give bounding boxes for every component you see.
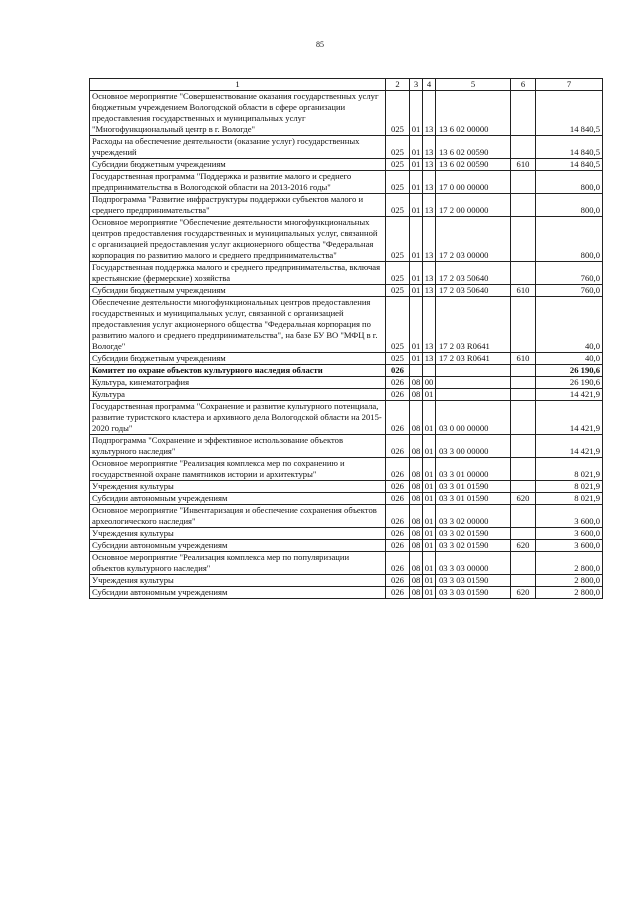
table-row [90, 217, 603, 262]
row-sum: 26 190,6 [536, 365, 603, 377]
row-name: Субсидии автономным учреждениям [90, 493, 386, 505]
row-subsection-code: 01 [423, 505, 436, 528]
table-row [90, 285, 603, 297]
header-cell-7: 7 [536, 79, 603, 91]
header-cell-6: 6 [511, 79, 536, 91]
table-row [90, 481, 603, 493]
row-sum: 14 840,5 [536, 136, 603, 159]
row-name: Субсидии автономным учреждениям [90, 540, 386, 552]
row-ved-code: 026 [386, 401, 410, 435]
row-sum: 800,0 [536, 194, 603, 217]
row-target-code: 17 2 03 R0641 [436, 353, 511, 365]
table-row [90, 194, 603, 217]
row-sum: 2 800,0 [536, 575, 603, 587]
row-sum: 2 800,0 [536, 552, 603, 575]
row-ved-code: 025 [386, 217, 410, 262]
row-name: Подпрограмма "Сохранение и эффективное использование объектов культурного наследия" [90, 435, 386, 458]
row-name: Субсидии бюджетным учреждениям [90, 353, 386, 365]
row-section-code: 08 [410, 552, 423, 575]
row-name: Учреждения культуры [90, 481, 386, 493]
row-sum: 8 021,9 [536, 481, 603, 493]
row-ved-code: 025 [386, 353, 410, 365]
row-ved-code: 026 [386, 493, 410, 505]
row-sum: 14 840,5 [536, 91, 603, 136]
row-sum: 14 421,9 [536, 435, 603, 458]
row-expense-type [511, 262, 536, 285]
table-row [90, 540, 603, 552]
row-name: Подпрограмма "Развитие инфраструктуры поддержки субъектов малого и среднего предпринимательства" [90, 194, 386, 217]
row-expense-type [511, 481, 536, 493]
table-row [90, 389, 603, 401]
row-target-code: 17 0 00 00000 [436, 171, 511, 194]
table-row [90, 171, 603, 194]
table-row [90, 575, 603, 587]
row-expense-type [511, 528, 536, 540]
row-subsection-code: 13 [423, 171, 436, 194]
row-subsection-code: 13 [423, 262, 436, 285]
row-subsection-code: 01 [423, 540, 436, 552]
row-subsection-code: 01 [423, 575, 436, 587]
row-target-code: 03 3 02 01590 [436, 528, 511, 540]
row-expense-type [511, 194, 536, 217]
row-expense-type: 620 [511, 587, 536, 599]
row-subsection-code: 13 [423, 194, 436, 217]
row-subsection-code: 01 [423, 389, 436, 401]
row-name: Государственная программа "Сохранение и развитие культурного потенциала, развитие туристского кластера и архивного дела Вологодской области на 2015-2020 годы" [90, 401, 386, 435]
row-subsection-code: 13 [423, 285, 436, 297]
table-row [90, 493, 603, 505]
row-subsection-code: 13 [423, 353, 436, 365]
row-section-code: 08 [410, 540, 423, 552]
row-section-code: 08 [410, 505, 423, 528]
row-expense-type [511, 401, 536, 435]
row-name: Комитет по охране объектов культурного наследия области [90, 365, 386, 377]
row-section-code: 01 [410, 297, 423, 353]
row-target-code [436, 389, 511, 401]
row-section-code: 08 [410, 587, 423, 599]
row-name: Субсидии бюджетным учреждениям [90, 159, 386, 171]
table-body [90, 91, 603, 599]
row-section-code: 01 [410, 217, 423, 262]
row-expense-type: 610 [511, 159, 536, 171]
row-expense-type [511, 389, 536, 401]
row-expense-type [511, 458, 536, 481]
row-sum: 2 800,0 [536, 587, 603, 599]
row-name: Культура, кинематография [90, 377, 386, 389]
row-section-code: 01 [410, 171, 423, 194]
row-name: Субсидии бюджетным учреждениям [90, 285, 386, 297]
row-target-code: 17 2 00 00000 [436, 194, 511, 217]
row-name: Основное мероприятие "Совершенствование оказания государственных услуг бюджетным учреждением Вологодской области в сфере организации предоставления государственных и муниципальных услуг "Многофункциональный центр в г. Вологде" [90, 91, 386, 136]
row-sum: 760,0 [536, 285, 603, 297]
row-sum: 760,0 [536, 262, 603, 285]
row-ved-code: 025 [386, 159, 410, 171]
table-row [90, 377, 603, 389]
row-ved-code: 026 [386, 587, 410, 599]
row-subsection-code: 13 [423, 159, 436, 171]
row-sum: 26 190,6 [536, 377, 603, 389]
row-target-code: 17 2 03 00000 [436, 217, 511, 262]
row-name: Обеспечение деятельности многофункциональных центров предоставления государственных и муниципальных услуг, связанной с организацией предоставления услуг акционерного общества "Федеральная корпорация по развитию малого и среднего предпринимательства", на базе БУ ВО "МФЦ в г. Вологде" [90, 297, 386, 353]
row-expense-type [511, 552, 536, 575]
row-expense-type [511, 435, 536, 458]
row-subsection-code: 01 [423, 552, 436, 575]
row-target-code: 03 3 03 01590 [436, 587, 511, 599]
row-sum: 800,0 [536, 217, 603, 262]
row-sum: 14 421,9 [536, 401, 603, 435]
row-target-code: 13 6 02 00000 [436, 91, 511, 136]
row-target-code: 03 3 01 00000 [436, 458, 511, 481]
table-row [90, 297, 603, 353]
row-section-code [410, 365, 423, 377]
budget-table [89, 78, 603, 599]
row-section-code: 08 [410, 377, 423, 389]
row-target-code: 03 3 02 00000 [436, 505, 511, 528]
row-section-code: 08 [410, 575, 423, 587]
row-expense-type [511, 91, 536, 136]
row-subsection-code: 01 [423, 481, 436, 493]
row-name: Основное мероприятие "Инвентаризация и обеспечение сохранения объектов археологического наследия" [90, 505, 386, 528]
row-target-code: 17 2 03 50640 [436, 262, 511, 285]
row-expense-type [511, 575, 536, 587]
row-subsection-code: 13 [423, 217, 436, 262]
row-expense-type [511, 377, 536, 389]
header-cell-1: 1 [90, 79, 386, 91]
row-subsection-code: 01 [423, 435, 436, 458]
row-target-code: 13 6 02 00590 [436, 159, 511, 171]
row-target-code: 03 3 01 01590 [436, 481, 511, 493]
row-section-code: 08 [410, 401, 423, 435]
row-ved-code: 025 [386, 297, 410, 353]
row-target-code [436, 377, 511, 389]
row-subsection-code: 13 [423, 297, 436, 353]
row-section-code: 01 [410, 194, 423, 217]
row-ved-code: 026 [386, 365, 410, 377]
row-expense-type: 610 [511, 353, 536, 365]
row-ved-code: 026 [386, 575, 410, 587]
row-expense-type [511, 505, 536, 528]
table-row [90, 552, 603, 575]
row-section-code: 08 [410, 458, 423, 481]
row-ved-code: 026 [386, 481, 410, 493]
row-target-code: 17 2 03 R0641 [436, 297, 511, 353]
row-target-code: 13 6 02 00590 [436, 136, 511, 159]
table-row [90, 136, 603, 159]
row-section-code: 08 [410, 389, 423, 401]
row-ved-code: 025 [386, 171, 410, 194]
row-subsection-code: 01 [423, 587, 436, 599]
row-expense-type [511, 171, 536, 194]
row-name: Основное мероприятие "Реализация комплекса мер по популяризации объектов культурного наследия" [90, 552, 386, 575]
row-expense-type [511, 297, 536, 353]
row-sum: 800,0 [536, 171, 603, 194]
row-section-code: 01 [410, 91, 423, 136]
table-row [90, 458, 603, 481]
row-section-code: 08 [410, 528, 423, 540]
row-expense-type [511, 136, 536, 159]
row-ved-code: 025 [386, 262, 410, 285]
row-sum: 14 840,5 [536, 159, 603, 171]
row-name: Учреждения культуры [90, 575, 386, 587]
row-subsection-code: 01 [423, 401, 436, 435]
row-ved-code: 026 [386, 505, 410, 528]
row-name: Государственная поддержка малого и среднего предпринимательства, включая крестьянские (фермерские) хозяйства [90, 262, 386, 285]
row-ved-code: 026 [386, 552, 410, 575]
row-name: Основное мероприятие "Реализация комплекса мер по сохранению и государственной охране памятников истории и архитектуры" [90, 458, 386, 481]
row-ved-code: 025 [386, 91, 410, 136]
row-section-code: 08 [410, 493, 423, 505]
row-sum: 40,0 [536, 353, 603, 365]
row-subsection-code: 01 [423, 528, 436, 540]
row-expense-type [511, 365, 536, 377]
row-ved-code: 025 [386, 194, 410, 217]
header-row [90, 79, 603, 91]
row-target-code: 17 2 03 50640 [436, 285, 511, 297]
row-sum: 8 021,9 [536, 458, 603, 481]
row-target-code: 03 3 03 01590 [436, 575, 511, 587]
page-number: 85 [316, 40, 324, 49]
row-subsection-code: 01 [423, 458, 436, 481]
row-sum: 3 600,0 [536, 528, 603, 540]
row-ved-code: 025 [386, 285, 410, 297]
row-name: Культура [90, 389, 386, 401]
row-target-code: 03 0 00 00000 [436, 401, 511, 435]
row-subsection-code: 00 [423, 377, 436, 389]
row-target-code: 03 3 02 01590 [436, 540, 511, 552]
row-ved-code: 026 [386, 377, 410, 389]
table-row [90, 262, 603, 285]
row-target-code [436, 365, 511, 377]
row-section-code: 01 [410, 136, 423, 159]
row-target-code: 03 3 03 00000 [436, 552, 511, 575]
row-ved-code: 026 [386, 458, 410, 481]
header-cell-3: 3 [410, 79, 423, 91]
row-ved-code: 026 [386, 528, 410, 540]
table-row [90, 435, 603, 458]
row-sum: 3 600,0 [536, 505, 603, 528]
table-row [90, 505, 603, 528]
header-cell-5: 5 [436, 79, 511, 91]
row-subsection-code: 01 [423, 493, 436, 505]
row-subsection-code: 13 [423, 91, 436, 136]
row-expense-type: 610 [511, 285, 536, 297]
row-sum: 3 600,0 [536, 540, 603, 552]
header-cell-4: 4 [423, 79, 436, 91]
row-sum: 14 421,9 [536, 389, 603, 401]
row-section-code: 01 [410, 353, 423, 365]
row-section-code: 08 [410, 435, 423, 458]
row-target-code: 03 3 01 01590 [436, 493, 511, 505]
table-row [90, 159, 603, 171]
table-row [90, 587, 603, 599]
row-sum: 40,0 [536, 297, 603, 353]
row-name: Расходы на обеспечение деятельности (оказание услуг) государственных учреждений [90, 136, 386, 159]
row-name: Государственная программа "Поддержка и развитие малого и среднего предпринимательства в Вологодской области на 2013-2016 годы" [90, 171, 386, 194]
table-row [90, 91, 603, 136]
table-row [90, 365, 603, 377]
row-subsection-code: 13 [423, 136, 436, 159]
row-sum: 8 021,9 [536, 493, 603, 505]
header-cell-2: 2 [386, 79, 410, 91]
row-section-code: 08 [410, 481, 423, 493]
table-row [90, 528, 603, 540]
row-section-code: 01 [410, 285, 423, 297]
table-row [90, 353, 603, 365]
row-name: Основное мероприятие "Обеспечение деятельности многофункциональных центров предоставления государственных и муниципальных услуг, связанной с организацией предоставления услуг акционерного общества "Федеральная корпорация по развитию малого и среднего предпринимательства" [90, 217, 386, 262]
row-section-code: 01 [410, 159, 423, 171]
row-ved-code: 026 [386, 435, 410, 458]
row-target-code: 03 3 00 00000 [436, 435, 511, 458]
row-expense-type [511, 217, 536, 262]
row-ved-code: 026 [386, 540, 410, 552]
row-subsection-code [423, 365, 436, 377]
row-expense-type: 620 [511, 540, 536, 552]
row-section-code: 01 [410, 262, 423, 285]
row-ved-code: 025 [386, 136, 410, 159]
row-name: Субсидии автономным учреждениям [90, 587, 386, 599]
table-row [90, 401, 603, 435]
row-ved-code: 026 [386, 389, 410, 401]
row-expense-type: 620 [511, 493, 536, 505]
row-name: Учреждения культуры [90, 528, 386, 540]
